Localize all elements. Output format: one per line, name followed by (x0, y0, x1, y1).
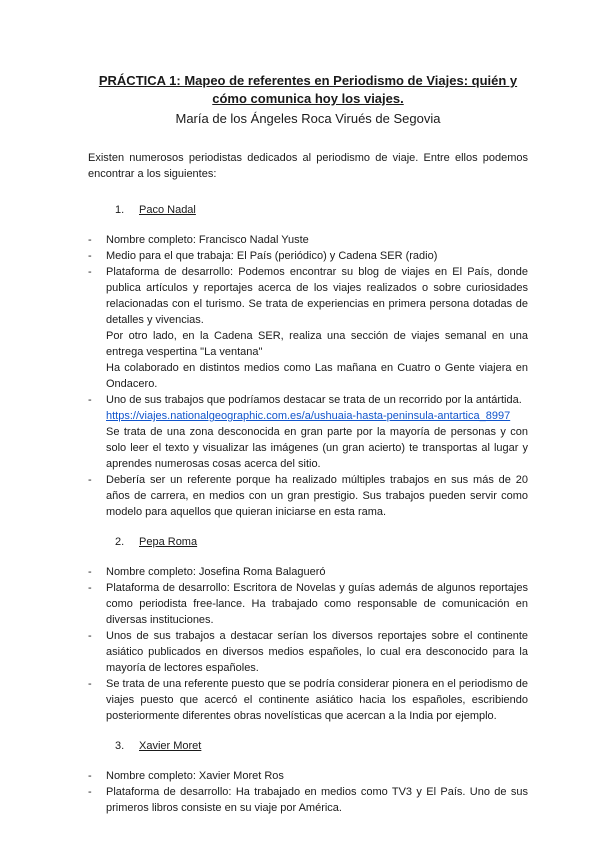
list-item: - Debería ser un referente porque ha realizado múltiples trabajos en sus más de 20 años de carrera, en medios con un gran prestigio. Sus trabajos pueden servir como modelo para aquellos que quieran iniciarse en esta rama. (88, 474, 528, 518)
intro-paragraph: Existen numerosos periodistas dedicados al periodismo de viaje. Entre ellos podemos encontrar a los siguientes: (88, 152, 528, 180)
entry-pepa-roma (88, 534, 528, 724)
title-line-2: cómo comunica hoy los viajes. (212, 91, 404, 106)
list-item: - Se trata de una referente puesto que se podría considerar pionera en el periodismo de viajes puesto que acercó el continente asiático hacia los españoles, escribiendo posteriormente diferentes obras novelísticas que acercan a la India por ejemplo. (88, 678, 528, 722)
document-title (88, 72, 528, 108)
list-item: - Nombre completo: Francisco Nadal Yuste (88, 234, 309, 246)
article-link[interactable]: https://viajes.nationalgeographic.com.es/a/ushuaia-hasta-peninsula-antartica_8997 (106, 410, 511, 422)
entry-number: 2. (115, 536, 125, 548)
entry-number: 3. (115, 740, 125, 752)
list-item: - Plataforma de desarrollo: Podemos encontrar su blog de viajes en El País, donde publica artículos y reportajes acerca de los viajes realizados o sobre curiosidades relacionadas con el turismo. Se trata de experiencias en primera persona dotadas de detalles y vivencias. Por otro lado, en la Cadena SER, realiza una sección de viajes semanal en una entrega vespertina "La ventana" Ha colaborado en distintos medios como Las mañana en Cuatro o Gente viajera en Ondacero. (88, 266, 528, 390)
list-item: - Unos de sus trabajos a destacar serían los diversos reportajes sobre el continente asiático publicados en diversos medios españoles, lo cual era desconocido para la mayoría de lectores españoles. (88, 630, 528, 674)
document-author: María de los Ángeles Roca Virués de Segovia (175, 111, 441, 126)
list-item: - Nombre completo: Josefina Roma Balagueró (88, 566, 326, 578)
entry-number: 1. (115, 204, 125, 216)
entry-name: Paco Nadal (139, 204, 196, 216)
entry-item-list (88, 564, 528, 724)
entry-item-list (88, 768, 528, 816)
entry-heading (88, 738, 528, 754)
entry-xavier-moret (88, 738, 528, 816)
entry-paco-nadal (88, 202, 528, 520)
entry-item-list (88, 232, 528, 520)
list-item: - Plataforma de desarrollo: Ha trabajado en medios como TV3 y El País. Uno de sus primeros libros consiste en su viaje por América. (88, 786, 528, 814)
list-item: - Uno de sus trabajos que podríamos destacar se trata de un recorrido por la antártida. https://viajes.nationalgeographic.com.es/a/ushuaia-hasta-peninsula-antartica_8997 Se trata de una zona desconocida en gran parte por la mayoría de personas y con solo leer el texto y visualizar las imágenes (un gran acierto) te transportas al lugar y aprendes numerosas cosas acerca del sitio. (88, 394, 528, 470)
entry-heading (88, 534, 528, 550)
entry-name: Pepa Roma (139, 536, 198, 548)
list-item: - Medio para el que trabaja: El País (periódico) y Cadena SER (radio) (88, 250, 438, 262)
title-line-1: PRÁCTICA 1: Mapeo de referentes en Periodismo de Viajes: quién y (98, 73, 518, 88)
list-item: - Nombre completo: Xavier Moret Ros (88, 770, 284, 782)
entry-name: Xavier Moret (139, 740, 202, 752)
list-item: - Plataforma de desarrollo: Escritora de Novelas y guías además de algunos reportajes como periodista free-lance. Ha trabajado como responsable de comunicación en diversas instituciones. (88, 582, 528, 626)
entry-heading (88, 202, 528, 218)
